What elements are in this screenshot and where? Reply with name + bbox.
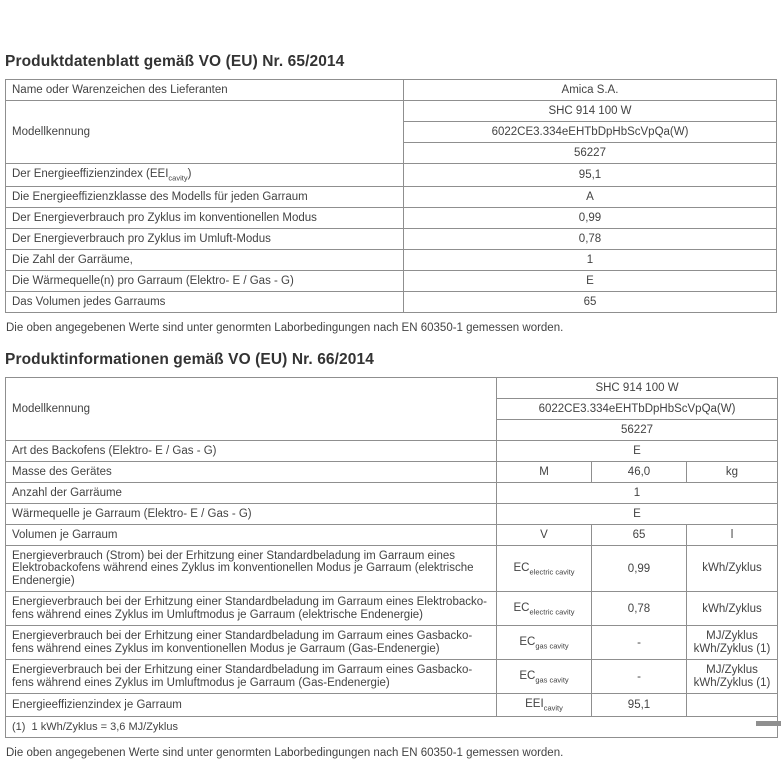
energy-gas-fan-label: Energieverbrauch bei der Erhitzung einer Standardbeladung im Garraum eines Gasbacko-fens während eines Zyklus im Umluftmodus je Garraum (Gas-Endenergie) xyxy=(6,660,497,694)
table-row xyxy=(6,228,777,249)
heat-source-label: Die Wärmequelle(n) pro Garraum (Elektro- E / Gas - G) xyxy=(6,270,404,291)
energy-electric-fan-label: Energieverbrauch bei der Erhitzung einer Standardbeladung im Garraum eines Elektrobacko-fens während eines Zyklus im Umluftmodus je Garraum (elektrische Endenergie) xyxy=(6,592,497,626)
unit-line-1: kWh/Zyklus xyxy=(702,562,762,575)
energy-electric-conventional-label: Energieverbrauch (Strom) bei der Erhitzung einer Standardbeladung im Garraum eines Elektrobackofens während eines Zyklus im konventionellen Modus je Garraum (elektrische Endenergie) xyxy=(6,545,497,592)
symbol-subscript: cavity xyxy=(543,703,563,713)
table-row xyxy=(6,270,777,291)
eei-value: 95,1 xyxy=(404,164,777,187)
cavity-count-value-2: 1 xyxy=(497,482,778,503)
model-id-value-2: 6022CE3.334eEHTbDpHbScVpQa(W) xyxy=(404,122,777,143)
model-id-label: Modellkennung xyxy=(6,101,404,164)
table-row xyxy=(6,291,777,312)
table-row xyxy=(6,207,777,228)
cavity-count-value: 1 xyxy=(404,249,777,270)
datasheet-table-65-2014 xyxy=(5,79,777,313)
eei-per-cavity-value: 95,1 xyxy=(592,694,687,717)
model-id-value-1: SHC 914 100 W xyxy=(404,101,777,122)
model-id-value-3: 56227 xyxy=(404,143,777,164)
volume-value-2: 65 xyxy=(592,524,687,545)
energy-gas-conventional-value: - xyxy=(592,626,687,660)
heat-source-value-2: E xyxy=(497,503,778,524)
volume-unit: l xyxy=(687,524,778,545)
efficiency-class-value: A xyxy=(404,186,777,207)
volume-label: Das Volumen jedes Garraums xyxy=(6,291,404,312)
unit-line-2: kWh/Zyklus (1) xyxy=(693,676,771,689)
energy-consumption-row xyxy=(6,592,778,626)
symbol-main: EC xyxy=(519,635,536,648)
energy-electric-conventional-value: 0,99 xyxy=(592,545,687,592)
eei-label-text: Der Energieeffizienzindex (EEI xyxy=(12,168,169,180)
energy-consumption-row xyxy=(6,660,778,694)
cavity-count-label: Die Zahl der Garräume, xyxy=(6,249,404,270)
heat-source-value: E xyxy=(404,270,777,291)
table-row xyxy=(6,249,777,270)
product-info-table-66-2014 xyxy=(5,377,778,738)
mass-label: Masse des Gerätes xyxy=(6,461,497,482)
oven-type-value: E xyxy=(497,440,778,461)
efficiency-class-label: Die Energieeffizienzklasse des Modells für jeden Garraum xyxy=(6,186,404,207)
eei-label xyxy=(6,164,404,187)
energy-conventional-label: Der Energieverbrauch pro Zyklus im konventionellen Modus xyxy=(6,207,404,228)
model-id-label-2: Modellkennung xyxy=(6,377,497,440)
table-row xyxy=(6,524,778,545)
model-id-value-1: SHC 914 100 W xyxy=(497,377,778,398)
symbol-main: EC xyxy=(519,669,536,682)
volume-label-2: Volumen je Garraum xyxy=(6,524,497,545)
eei-per-cavity-unit xyxy=(687,694,778,717)
supplier-name-label: Name oder Warenzeichen des Lieferanten xyxy=(6,80,404,101)
model-id-value-2: 6022CE3.334eEHTbDpHbScVpQa(W) xyxy=(497,398,778,419)
symbol-main: EEI xyxy=(525,698,544,711)
mass-unit: kg xyxy=(687,461,778,482)
symbol-subscript: electric cavity xyxy=(529,566,575,576)
section1-title: Produktdatenblatt gemäß VO (EU) Nr. 65/2014 xyxy=(5,53,345,70)
energy-conventional-value: 0,99 xyxy=(404,207,777,228)
page-edge-bar xyxy=(756,721,781,726)
energy-consumption-row xyxy=(6,545,778,592)
energy-gas-fan-unit xyxy=(687,660,778,694)
table-row xyxy=(6,377,778,398)
model-id-value-3: 56227 xyxy=(497,419,778,440)
mass-value: 46,0 xyxy=(592,461,687,482)
energy-fan-value: 0,78 xyxy=(404,228,777,249)
energy-gas-fan-value: - xyxy=(592,660,687,694)
unit-line-2: kWh/Zyklus (1) xyxy=(693,642,771,655)
table-row xyxy=(6,503,778,524)
table-row xyxy=(6,461,778,482)
energy-gas-fan-symbol xyxy=(497,660,592,694)
energy-fan-label: Der Energieverbrauch pro Zyklus im Umluft-Modus xyxy=(6,228,404,249)
cavity-count-label-2: Anzahl der Garräume xyxy=(6,482,497,503)
unit-line-1: MJ/Zyklus xyxy=(706,630,758,643)
energy-gas-conventional-label: Energieverbrauch bei der Erhitzung einer Standardbeladung im Garraum eines Gasbacko-fens während eines Zyklus im konventionellen Modus je Garraum (Gas-Endenergie) xyxy=(6,626,497,660)
oven-type-label: Art des Backofens (Elektro- E / Gas - G) xyxy=(6,440,497,461)
table-row xyxy=(6,80,777,101)
mass-symbol: M xyxy=(497,461,592,482)
lab-conditions-note-1: Die oben angegebenen Werte sind unter genormten Laborbedingungen nach EN 60350-1 gemessen worden. xyxy=(6,321,564,334)
table-row xyxy=(6,101,777,122)
symbol-main: EC xyxy=(513,601,530,614)
symbol-subscript: electric cavity xyxy=(529,607,575,617)
energy-electric-fan-symbol xyxy=(497,592,592,626)
energy-gas-conventional-unit xyxy=(687,626,778,660)
table-row xyxy=(6,186,777,207)
lab-conditions-note-2: Die oben angegebenen Werte sind unter genormten Laborbedingungen nach EN 60350-1 gemessen worden. xyxy=(6,747,564,760)
eei-per-cavity-symbol xyxy=(497,694,592,717)
section2-title: Produktinformationen gemäß VO (EU) Nr. 66/2014 xyxy=(5,350,374,368)
table-row xyxy=(6,164,777,187)
eei-per-cavity-label: Energieeffizienzindex je Garraum xyxy=(6,694,497,717)
footnote-row xyxy=(6,717,778,738)
unit-line-1: kWh/Zyklus xyxy=(702,602,762,615)
symbol-main: EC xyxy=(513,561,530,574)
symbol-subscript: gas cavity xyxy=(535,641,569,651)
symbol-subscript: gas cavity xyxy=(535,675,569,685)
supplier-name-value: Amica S.A. xyxy=(404,80,777,101)
table-row xyxy=(6,694,778,717)
energy-electric-conventional-symbol xyxy=(497,545,592,592)
energy-consumption-row xyxy=(6,626,778,660)
eei-label-subscript: cavity xyxy=(168,173,188,183)
volume-value: 65 xyxy=(404,291,777,312)
table-row xyxy=(6,482,778,503)
table-row xyxy=(6,440,778,461)
spacer xyxy=(5,334,777,351)
energy-electric-fan-unit xyxy=(687,592,778,626)
unit-line-1: MJ/Zyklus xyxy=(706,664,758,677)
energy-electric-conventional-unit xyxy=(687,545,778,592)
kwh-mj-footnote: (1) 1 kWh/Zyklus = 3,6 MJ/Zyklus xyxy=(6,717,778,738)
eei-label-close: ) xyxy=(187,168,192,180)
energy-electric-fan-value: 0,78 xyxy=(592,592,687,626)
heat-source-label-2: Wärmequelle je Garraum (Elektro- E / Gas - G) xyxy=(6,503,497,524)
volume-symbol: V xyxy=(497,524,592,545)
energy-gas-conventional-symbol xyxy=(497,626,592,660)
